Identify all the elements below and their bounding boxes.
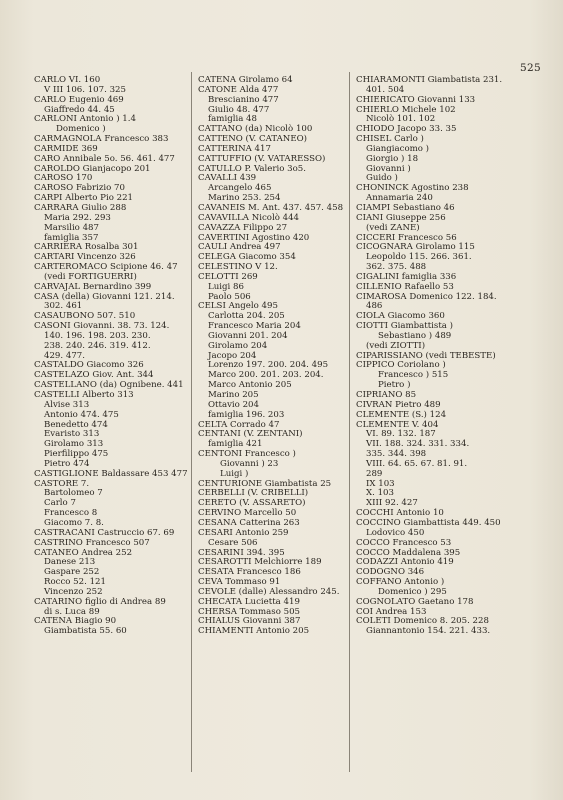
index-subentry: Francesco ) 515 — [378, 370, 449, 381]
index-entry: CARLO VI. 160 — [34, 75, 101, 85]
index-subentry: 238. 240. 246. 319. 412. — [44, 340, 151, 351]
index-entry: CARO Annibale 5o. 56. 461. 477 — [34, 153, 175, 164]
index-subentry: Lorenzo 197. 200. 204. 495 — [208, 360, 329, 371]
index-subentry: X. 103 — [366, 488, 394, 499]
index-entry: COGNOLATO Gaetano 178 — [356, 596, 474, 607]
index-subentry: Sebastiano ) 489 — [378, 330, 452, 341]
index-entry: CHIERICATO Giovanni 133 — [356, 94, 476, 105]
index-subentry: Giovanni ) 23 — [220, 458, 279, 469]
index-subentry: Maria 292. 293 — [44, 212, 111, 223]
index-entry: CATARINO figlio di Andrea 89 — [34, 596, 166, 607]
index-entry: CICOGNARA Girolamo 115 — [356, 242, 475, 253]
index-entry: COFFANO Antonio ) — [356, 577, 445, 588]
index-subentry: Marco 200. 201. 203. 204. — [208, 370, 324, 381]
index-entry: CHIAMENTI Antonio 205 — [198, 626, 310, 637]
index-entry: CHERSA Tommaso 505 — [198, 606, 301, 617]
column-divider — [191, 72, 192, 772]
index-subentry: Benedetto 474 — [44, 419, 108, 430]
page-number: 525 — [520, 62, 541, 74]
index-entry: CELTA Corrado 47 — [198, 419, 280, 430]
index-entry: CATTUFFIO (V. VATARESSO) — [198, 153, 326, 164]
index-entry: CATONE Alda 477 — [198, 84, 279, 95]
index-subentry: Marino 205 — [208, 390, 259, 400]
index-entry: CIOTTI Giambattista ) — [356, 321, 454, 332]
index-subentry: Nicolò 101. 102 — [366, 114, 436, 125]
index-subentry: Rocco 52. 121 — [44, 577, 106, 588]
index-entry: CESARI Antonio 259 — [198, 527, 289, 538]
index-subentry: Ottavio 204 — [208, 399, 259, 410]
index-entry: CENTANI (V. ZENTANI) — [198, 429, 303, 440]
index-subentry: Alvise 313 — [44, 399, 90, 410]
index-subentry: Brescianino 477 — [208, 94, 279, 105]
index-subentry: Giovanni 201. 204 — [208, 330, 288, 341]
index-subentry: Francesco 8 — [44, 508, 98, 519]
index-entry: CELSI Angelo 495 — [198, 301, 278, 312]
index-entry: CARPI Alberto Pio 221 — [34, 193, 134, 204]
index-subentry: famiglia 357 — [44, 232, 99, 243]
index-entry: CARMAGNOLA Francesco 383 — [34, 134, 169, 145]
index-entry: COLETI Domenico 8. 205. 228 — [356, 616, 489, 627]
index-subentry: famiglia 421 — [208, 439, 263, 450]
index-entry: COCCO Francesco 53 — [356, 537, 452, 548]
index-subentry: Arcangelo 465 — [208, 183, 272, 194]
index-entry: CHIALUS Giovanni 387 — [198, 616, 301, 627]
index-subentry: 335. 344. 398 — [366, 449, 427, 460]
index-entry: COI Andrea 153 — [356, 606, 427, 617]
index-entry: CODOGNO 346 — [356, 567, 425, 578]
index-subentry: famiglia 48 — [208, 114, 257, 125]
index-subentry: di s. Luca 89 — [44, 606, 100, 617]
index-subentry: Jacopo 204 — [208, 350, 257, 361]
index-entry: CESANA Catterina 263 — [198, 517, 300, 528]
index-subentry: Gaspare 252 — [44, 567, 100, 578]
index-entry: CATTERINA 417 — [198, 143, 271, 154]
index-entry: CERBELLI (V. CRIBELLI) — [198, 488, 309, 499]
index-subentry: famiglia 196. 203 — [208, 409, 285, 420]
index-subentry: Domenico ) 295 — [378, 586, 447, 597]
index-entry: CELOTTI 269 — [198, 271, 258, 282]
index-entry: CHIARAMONTI Giambatista 231. — [356, 75, 503, 85]
index-entry: CENTURIONE Giambatista 25 — [198, 478, 332, 489]
index-subentry: Vincenzo 252 — [44, 586, 103, 597]
index-entry: COCCHI Antonio 10 — [356, 508, 444, 519]
column-divider — [349, 72, 350, 772]
index-entry: CHIODO Jacopo 33. 35 — [356, 124, 457, 135]
index-subentry: Leopoldo 115. 266. 361. — [366, 252, 472, 263]
index-entry: CATENA Biagio 90 — [34, 616, 117, 627]
index-column-3 — [356, 76, 541, 637]
index-entry: CAROSO 170 — [34, 173, 93, 184]
index-entry: CASTELLANO (da) Ognibene. 441 — [34, 380, 184, 391]
index-subentry: Giovanni ) — [366, 163, 411, 174]
index-entry: CAULI Andrea 497 — [198, 242, 281, 253]
index-subentry: Lodovico 450 — [366, 527, 425, 538]
index-subentry: 486 — [366, 301, 383, 312]
index-entry: CARLO Eugenio 469 — [34, 94, 124, 105]
index-subentry: Carlotta 204. 205 — [208, 311, 285, 322]
index-subentry: Girolamo 204 — [208, 340, 268, 351]
index-entry: CASTRINO Francesco 507 — [34, 537, 150, 548]
index-entry: CATULLO P. Valerio 3o5. — [198, 163, 306, 174]
index-entry: CLEMENTE V. 404 — [356, 419, 439, 430]
index-subentry: Giacomo 7. 8. — [44, 517, 104, 528]
index-subentry: (vedi ZIOTTI) — [366, 340, 426, 351]
index-entry: CESATA Francesco 186 — [198, 567, 301, 578]
index-entry: CASTORE 7. — [34, 478, 90, 489]
index-entry: CAROSO Fabrizio 70 — [34, 183, 125, 194]
index-entry: CILLENIO Rafaello 53 — [356, 281, 454, 292]
index-entry: COCCO Maddalena 395 — [356, 547, 461, 558]
index-subentry: (vedi FORTIGUERRI) — [44, 271, 137, 282]
index-entry: CHISEL Carlo ) — [356, 134, 424, 145]
index-entry: CIPRIANO 85 — [356, 390, 417, 400]
index-entry: CEVA Tommaso 91 — [198, 577, 281, 588]
index-entry: CARMIDE 369 — [34, 143, 98, 154]
index-subentry: Guido ) — [366, 173, 398, 184]
index-entry: CAVAVILLA Nicolò 444 — [198, 212, 300, 223]
index-subentry: Danese 213 — [44, 557, 96, 568]
index-entry: CASTELAZO Giov. Ant. 344 — [34, 370, 154, 381]
index-entry: CELEGA Giacomo 354 — [198, 252, 296, 263]
index-subentry: Giambatista 55. 60 — [44, 626, 127, 637]
index-subentry: Girolamo 313 — [44, 439, 104, 450]
index-subentry: Luigi ) — [220, 468, 249, 479]
index-subentry: Pietro 474 — [44, 458, 90, 469]
index-entry: CASTELLI Alberto 313 — [34, 390, 134, 400]
index-subentry: Luigi 86 — [208, 281, 244, 292]
index-subentry: 429. 477. — [44, 350, 86, 361]
index-entry: CASONI Giovanni. 38. 73. 124. — [34, 321, 170, 332]
index-entry: CIPARISSIANO (vedi TEBESTE) — [356, 350, 496, 361]
index-subentry: 289 — [366, 468, 383, 479]
index-subentry: Francesco Maria 204 — [208, 321, 301, 332]
index-subentry: 140. 196. 198. 203. 230. — [44, 330, 151, 341]
index-entry: CAVAZZA Filippo 27 — [198, 222, 288, 233]
index-entry: CARVAJAL Bernardino 399 — [34, 281, 152, 292]
index-entry: CERETO (V. ASSARETO) — [198, 498, 306, 509]
index-subentry: Cesare 506 — [208, 537, 258, 548]
index-subentry: Marino 253. 254 — [208, 193, 281, 204]
index-entry: CHONINCK Agostino 238 — [356, 183, 469, 194]
index-entry: CATTENO (V. CATANEO) — [198, 134, 307, 145]
index-entry: CAVERTINI Agostino 420 — [198, 232, 310, 243]
index-entry: CASAUBONO 507. 510 — [34, 311, 136, 322]
index-entry: CHECATA Lucietta 419 — [198, 596, 300, 607]
index-entry: CASTIGLIONE Baldassare 453 477 — [34, 468, 188, 479]
index-subentry: 362. 375. 488 — [366, 262, 427, 273]
index-entry: CATANEO Andrea 252 — [34, 547, 133, 558]
index-subentry: Marsilio 487 — [44, 222, 99, 233]
index-subentry: Giulio 48. 477 — [208, 104, 270, 115]
index-column-2 — [198, 76, 348, 637]
index-entry: CARLONI Antonio ) 1.4 — [34, 114, 136, 125]
index-entry: CASTALDO Giacomo 326 — [34, 360, 144, 371]
index-entry: CIAMPI Sebastiano 46 — [356, 202, 455, 213]
index-subentry: 302. 461 — [44, 301, 83, 312]
index-subentry: Antonio 474. 475 — [44, 409, 119, 420]
index-entry: CAROLDO Gianjacopo 201 — [34, 163, 151, 174]
index-entry: CATENA Girolamo 64 — [198, 75, 293, 85]
index-subentry: (vedi ZANE) — [366, 222, 420, 233]
index-entry: CERVINO Marcello 50 — [198, 508, 297, 519]
index-entry: CIOLA Giacomo 360 — [356, 311, 445, 322]
index-entry: CIMAROSA Domenico 122. 184. — [356, 291, 497, 302]
index-entry: CAVANEIS M. Ant. 437. 457. 458 — [198, 202, 344, 213]
index-entry: CIGALINI famiglia 336 — [356, 271, 457, 282]
index-subentry: Evaristo 313 — [44, 429, 100, 440]
index-entry: CIANI Giuseppe 256 — [356, 212, 446, 223]
index-entry: CEVOLE (dalle) Alessandro 245. — [198, 586, 340, 597]
index-subentry: VIII. 64. 65. 67. 81. 91. — [366, 458, 468, 469]
index-subentry: Carlo 7 — [44, 498, 76, 509]
index-subentry: 401. 504 — [366, 84, 405, 95]
index-entry: CESAROTTI Melchiorre 189 — [198, 557, 322, 568]
index-subentry: Bartolomeo 7 — [44, 488, 103, 499]
index-subentry: Giorgio ) 18 — [366, 153, 419, 164]
index-entry: CATTANO (da) Nicolò 100 — [198, 124, 313, 135]
index-entry: CIVRAN Pietro 489 — [356, 399, 441, 410]
index-entry: CASA (della) Giovanni 121. 214. — [34, 291, 175, 302]
index-subentry: Pietro ) — [378, 380, 411, 391]
index-subentry: IX 103 — [366, 478, 395, 489]
index-subentry: Domenico ) — [56, 124, 106, 135]
index-subentry: Giaffredo 44. 45 — [44, 104, 115, 115]
index-entry: CARRARA Giulio 288 — [34, 202, 127, 213]
index-entry: CIPPICO Coriolano ) — [356, 360, 446, 371]
index-entry: CASTRACANI Castruccio 67. 69 — [34, 527, 175, 538]
index-subentry: Annamaria 240 — [366, 193, 433, 204]
index-subentry: Marco Antonio 205 — [208, 380, 292, 391]
index-subentry: VII. 188. 324. 331. 334. — [366, 439, 470, 450]
index-entry: CICCERI Francesco 56 — [356, 232, 457, 243]
index-subentry: XIII 92. 427 — [366, 498, 418, 509]
index-subentry: Giannantonio 154. 221. 433. — [366, 626, 491, 637]
index-entry: COCCINO Giambattista 449. 450 — [356, 517, 501, 528]
index-entry: CARTARI Vincenzo 326 — [34, 252, 136, 263]
index-subentry: Paolo 506 — [208, 291, 251, 302]
index-subentry: Pierfilippo 475 — [44, 449, 109, 460]
index-subentry: VI. 89. 132. 187 — [366, 429, 436, 440]
index-entry: CARTEROMACO Scipione 46. 47 — [34, 262, 178, 273]
index-entry: CAVALLI 439 — [198, 173, 257, 184]
index-subentry: V III 106. 107. 325 — [44, 84, 126, 95]
index-entry: CESARINI 394. 395 — [198, 547, 285, 558]
index-entry: CELESTINO V 12. — [198, 262, 278, 273]
index-entry: CHIERLO Michele 102 — [356, 104, 456, 115]
index-entry: CODAZZI Antonio 419 — [356, 557, 454, 568]
index-subentry: Giangiacomo ) — [366, 143, 430, 154]
index-entry: CARRIERA Rosalba 301 — [34, 242, 139, 253]
index-column-1 — [34, 76, 188, 637]
index-entry: CENTONI Francesco ) — [198, 449, 296, 460]
index-entry: CLEMENTE (S.) 124 — [356, 409, 447, 420]
